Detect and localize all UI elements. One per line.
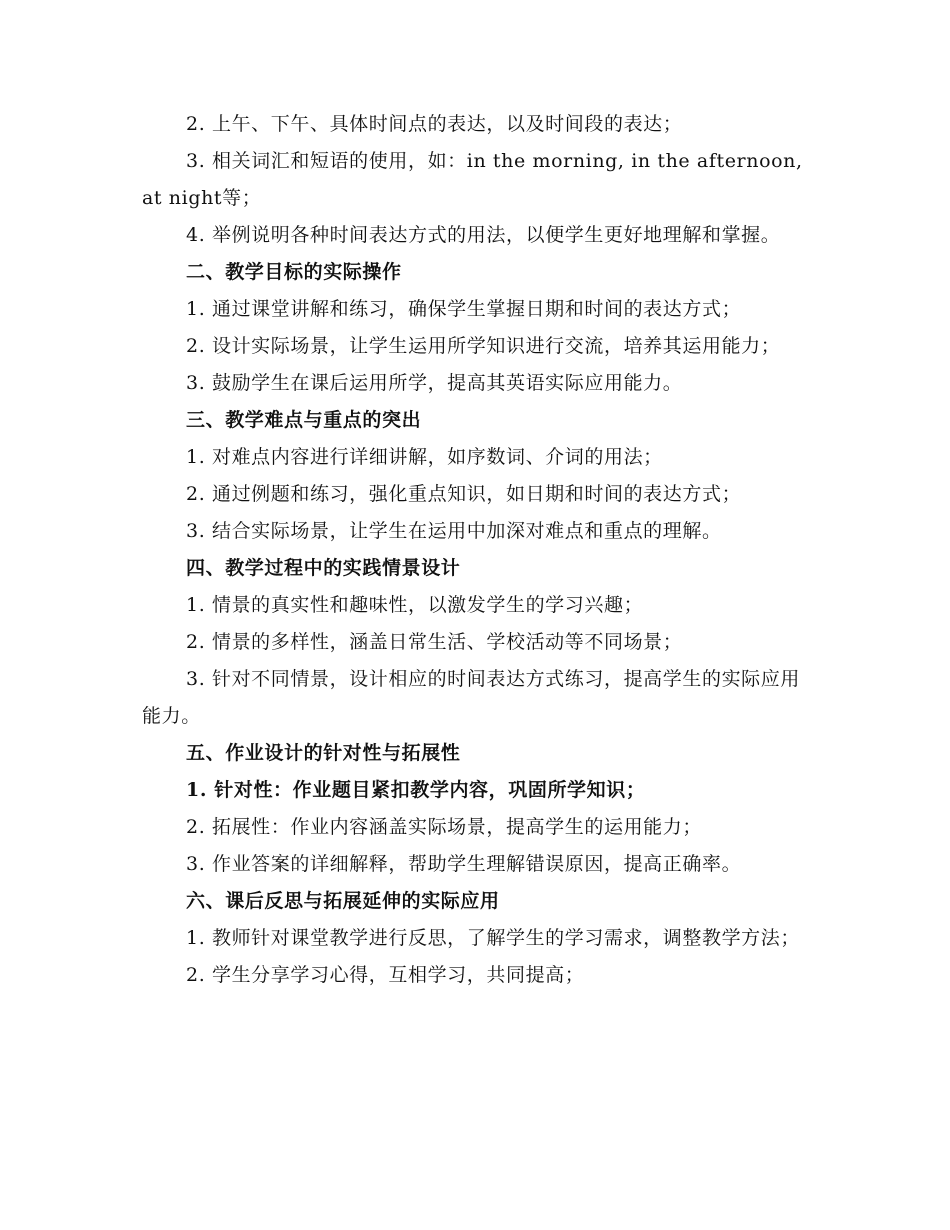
list-item: 2. 情景的多样性，涵盖日常生活、学校活动等不同场景； <box>186 631 683 653</box>
list-item: 2. 拓展性：作业内容涵盖实际场景，提高学生的运用能力； <box>186 816 702 838</box>
list-item: 3. 结合实际场景，让学生在运用中加深对难点和重点的理解。 <box>186 520 722 542</box>
list-item: 2. 上午、下午、具体时间点的表达，以及时间段的表达； <box>186 113 683 135</box>
section-heading: 二、教学目标的实际操作 <box>186 261 402 283</box>
list-item: 2. 设计实际场景，让学生运用所学知识进行交流，培养其运用能力； <box>186 335 781 357</box>
list-item: 1. 对难点内容进行详细讲解，如序数词、介词的用法； <box>186 446 663 468</box>
list-item: 2. 通过例题和练习，强化重点知识，如日期和时间的表达方式； <box>186 483 742 505</box>
list-item: 4. 举例说明各种时间表达方式的用法，以便学生更好地理解和掌握。 <box>186 224 781 246</box>
section-heading: 五、作业设计的针对性与拓展性 <box>186 742 461 764</box>
list-item: 1. 通过课堂讲解和练习，确保学生掌握日期和时间的表达方式； <box>186 298 742 320</box>
list-item: 1. 针对性：作业题目紧扣教学内容，巩固所学知识； <box>186 779 646 801</box>
list-item: 2. 学生分享学习心得，互相学习，共同提高； <box>186 964 585 986</box>
list-item: 3. 鼓励学生在课后运用所学，提高其英语实际应用能力。 <box>186 372 683 394</box>
list-item: 3. 针对不同情景，设计相应的时间表达方式练习，提高学生的实际应用能力。 <box>142 668 800 727</box>
section-heading: 四、教学过程中的实践情景设计 <box>186 557 461 579</box>
section-heading: 三、教学难点与重点的突出 <box>186 409 422 431</box>
section-heading: 六、课后反思与拓展延伸的实际应用 <box>186 890 500 912</box>
list-item: 1. 情景的真实性和趣味性，以激发学生的学习兴趣； <box>186 594 644 616</box>
list-item: 3. 相关词汇和短语的使用，如：in the morning, in the afternoon, at night等； <box>142 150 803 209</box>
list-item: 3. 作业答案的详细解释，帮助学生理解错误原因，提高正确率。 <box>186 853 742 875</box>
list-item: 1. 教师针对课堂教学进行反思，了解学生的学习需求，调整教学方法； <box>186 927 800 949</box>
